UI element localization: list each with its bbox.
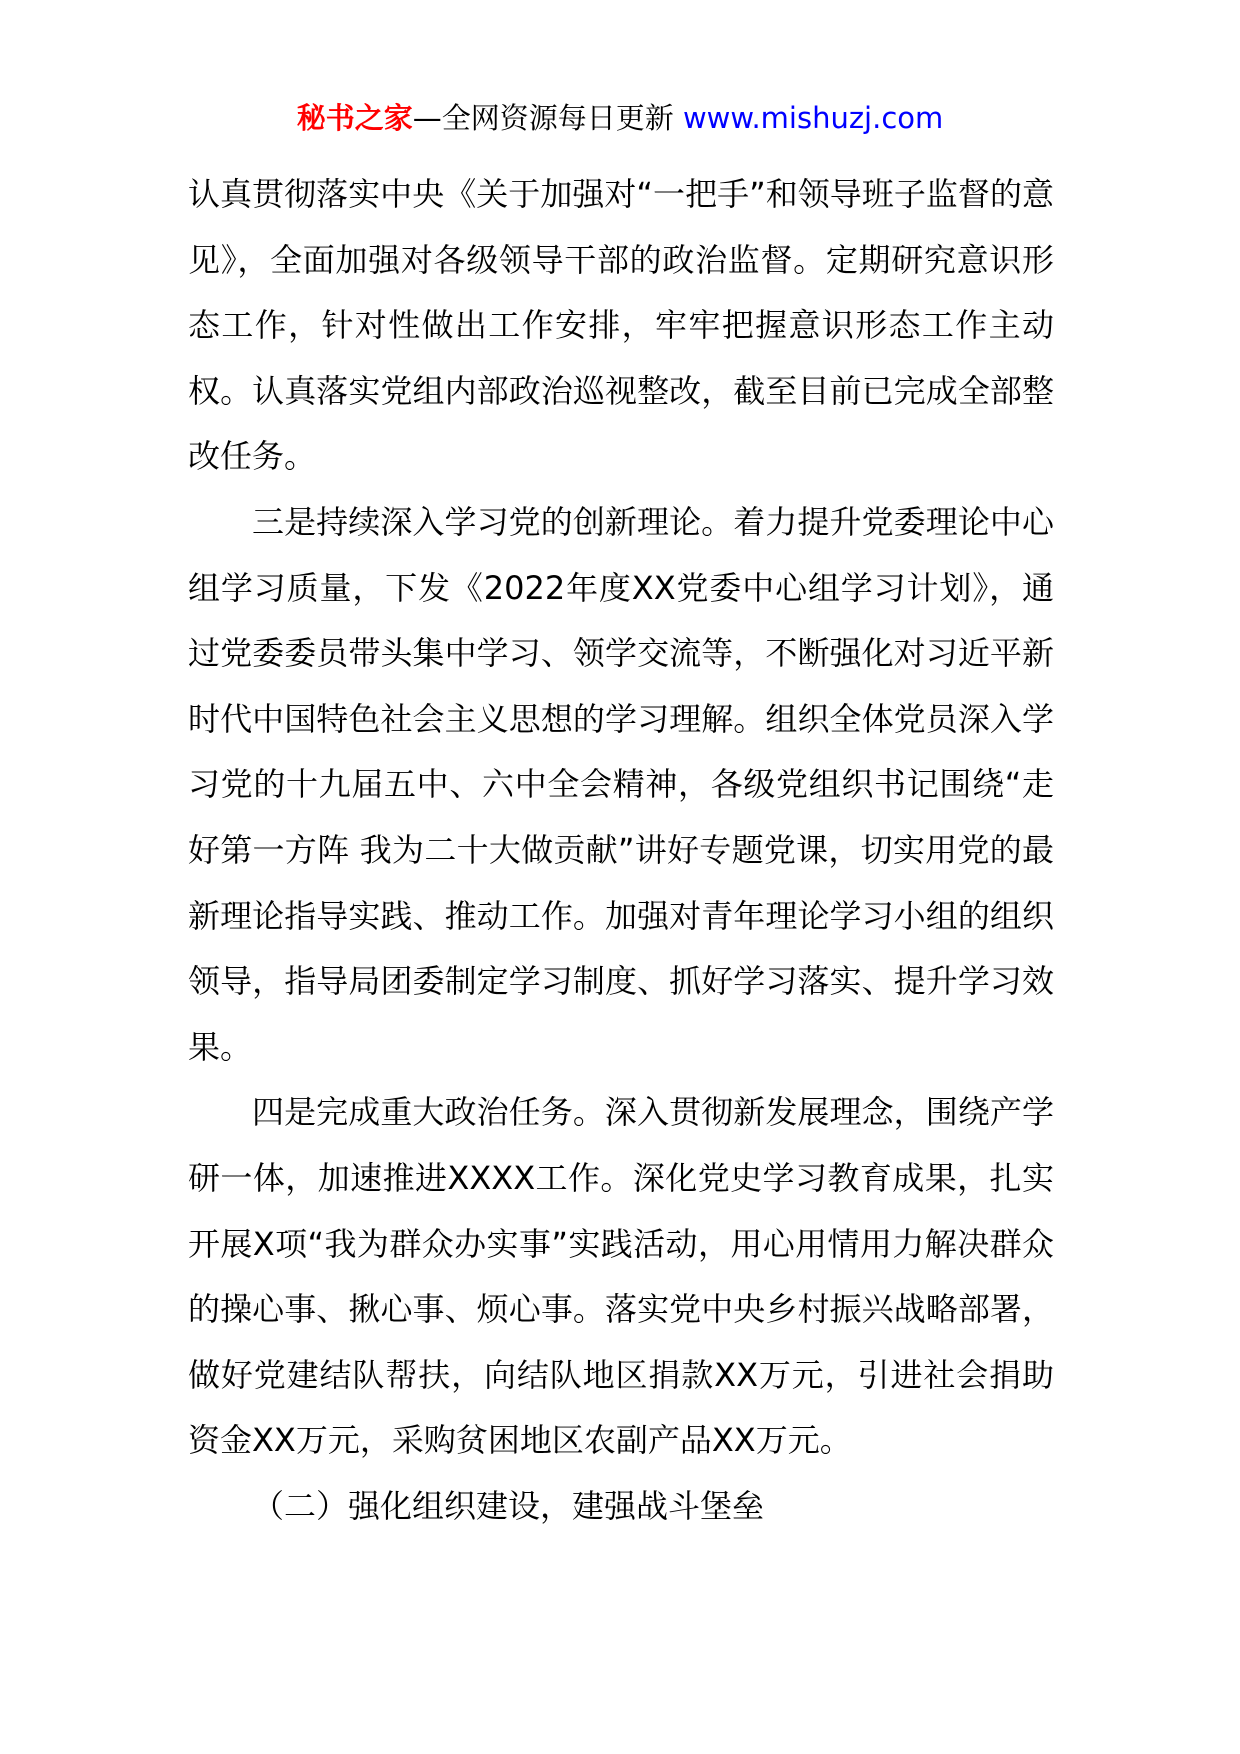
paragraph-continued: 认真贯彻落实中央《关于加强对“一把手”和领导班子监督的意见》，全面加强对各级领导干部的政治监督。定期研究意识形态工作，针对性做出工作安排，牢牢把握意识形态工作主动权。认真落实党组内部政治巡视整改，截至目前已完成全部整改任务。 — [188, 175, 1054, 476]
section-heading: （二）强化组织建设，建强战斗堡垒 — [252, 1486, 765, 1525]
document-body — [188, 162, 1054, 1539]
site-header — [0, 98, 1240, 138]
paragraph-political-tasks: 四是完成重大政治任务。深入贯彻新发展理念，围绕产学研一体，加速推进XXXX工作。深化党史学习教育成果，扎实开展X项“我为群众办实事”实践活动，用心用情用力解决群众的操心事、揪心事、烦心事。落实党中央乡村振兴战略部署，做好党建结队帮扶，向结队地区捐款XX万元，引进社会捐助资金XX万元，采购贫困地区农副产品XX万元。 — [188, 1093, 1054, 1460]
site-url-link[interactable]: www.mishuzj.com — [682, 101, 944, 135]
site-brand: 秘书之家 — [296, 101, 413, 135]
paragraph-study-theory: 三是持续深入学习党的创新理论。着力提升党委理论中心组学习质量，下发《2022年度XX党委中心组学习计划》，通过党委委员带头集中学习、领学交流等，不断强化对习近平新时代中国特色社会主义思想的学习理解。组织全体党员深入学习党的十九届五中、六中全会精神，各级党组织书记围绕“走好第一方阵 我为二十大做贡献”讲好专题党课，切实用党的最新理论指导实践、推动工作。加强对青年理论学习小组的组织领导，指导局团委制定学习制度、抓好学习落实、提升学习效果。 — [188, 502, 1054, 1066]
site-tagline: —全网资源每日更新 — [412, 101, 674, 135]
